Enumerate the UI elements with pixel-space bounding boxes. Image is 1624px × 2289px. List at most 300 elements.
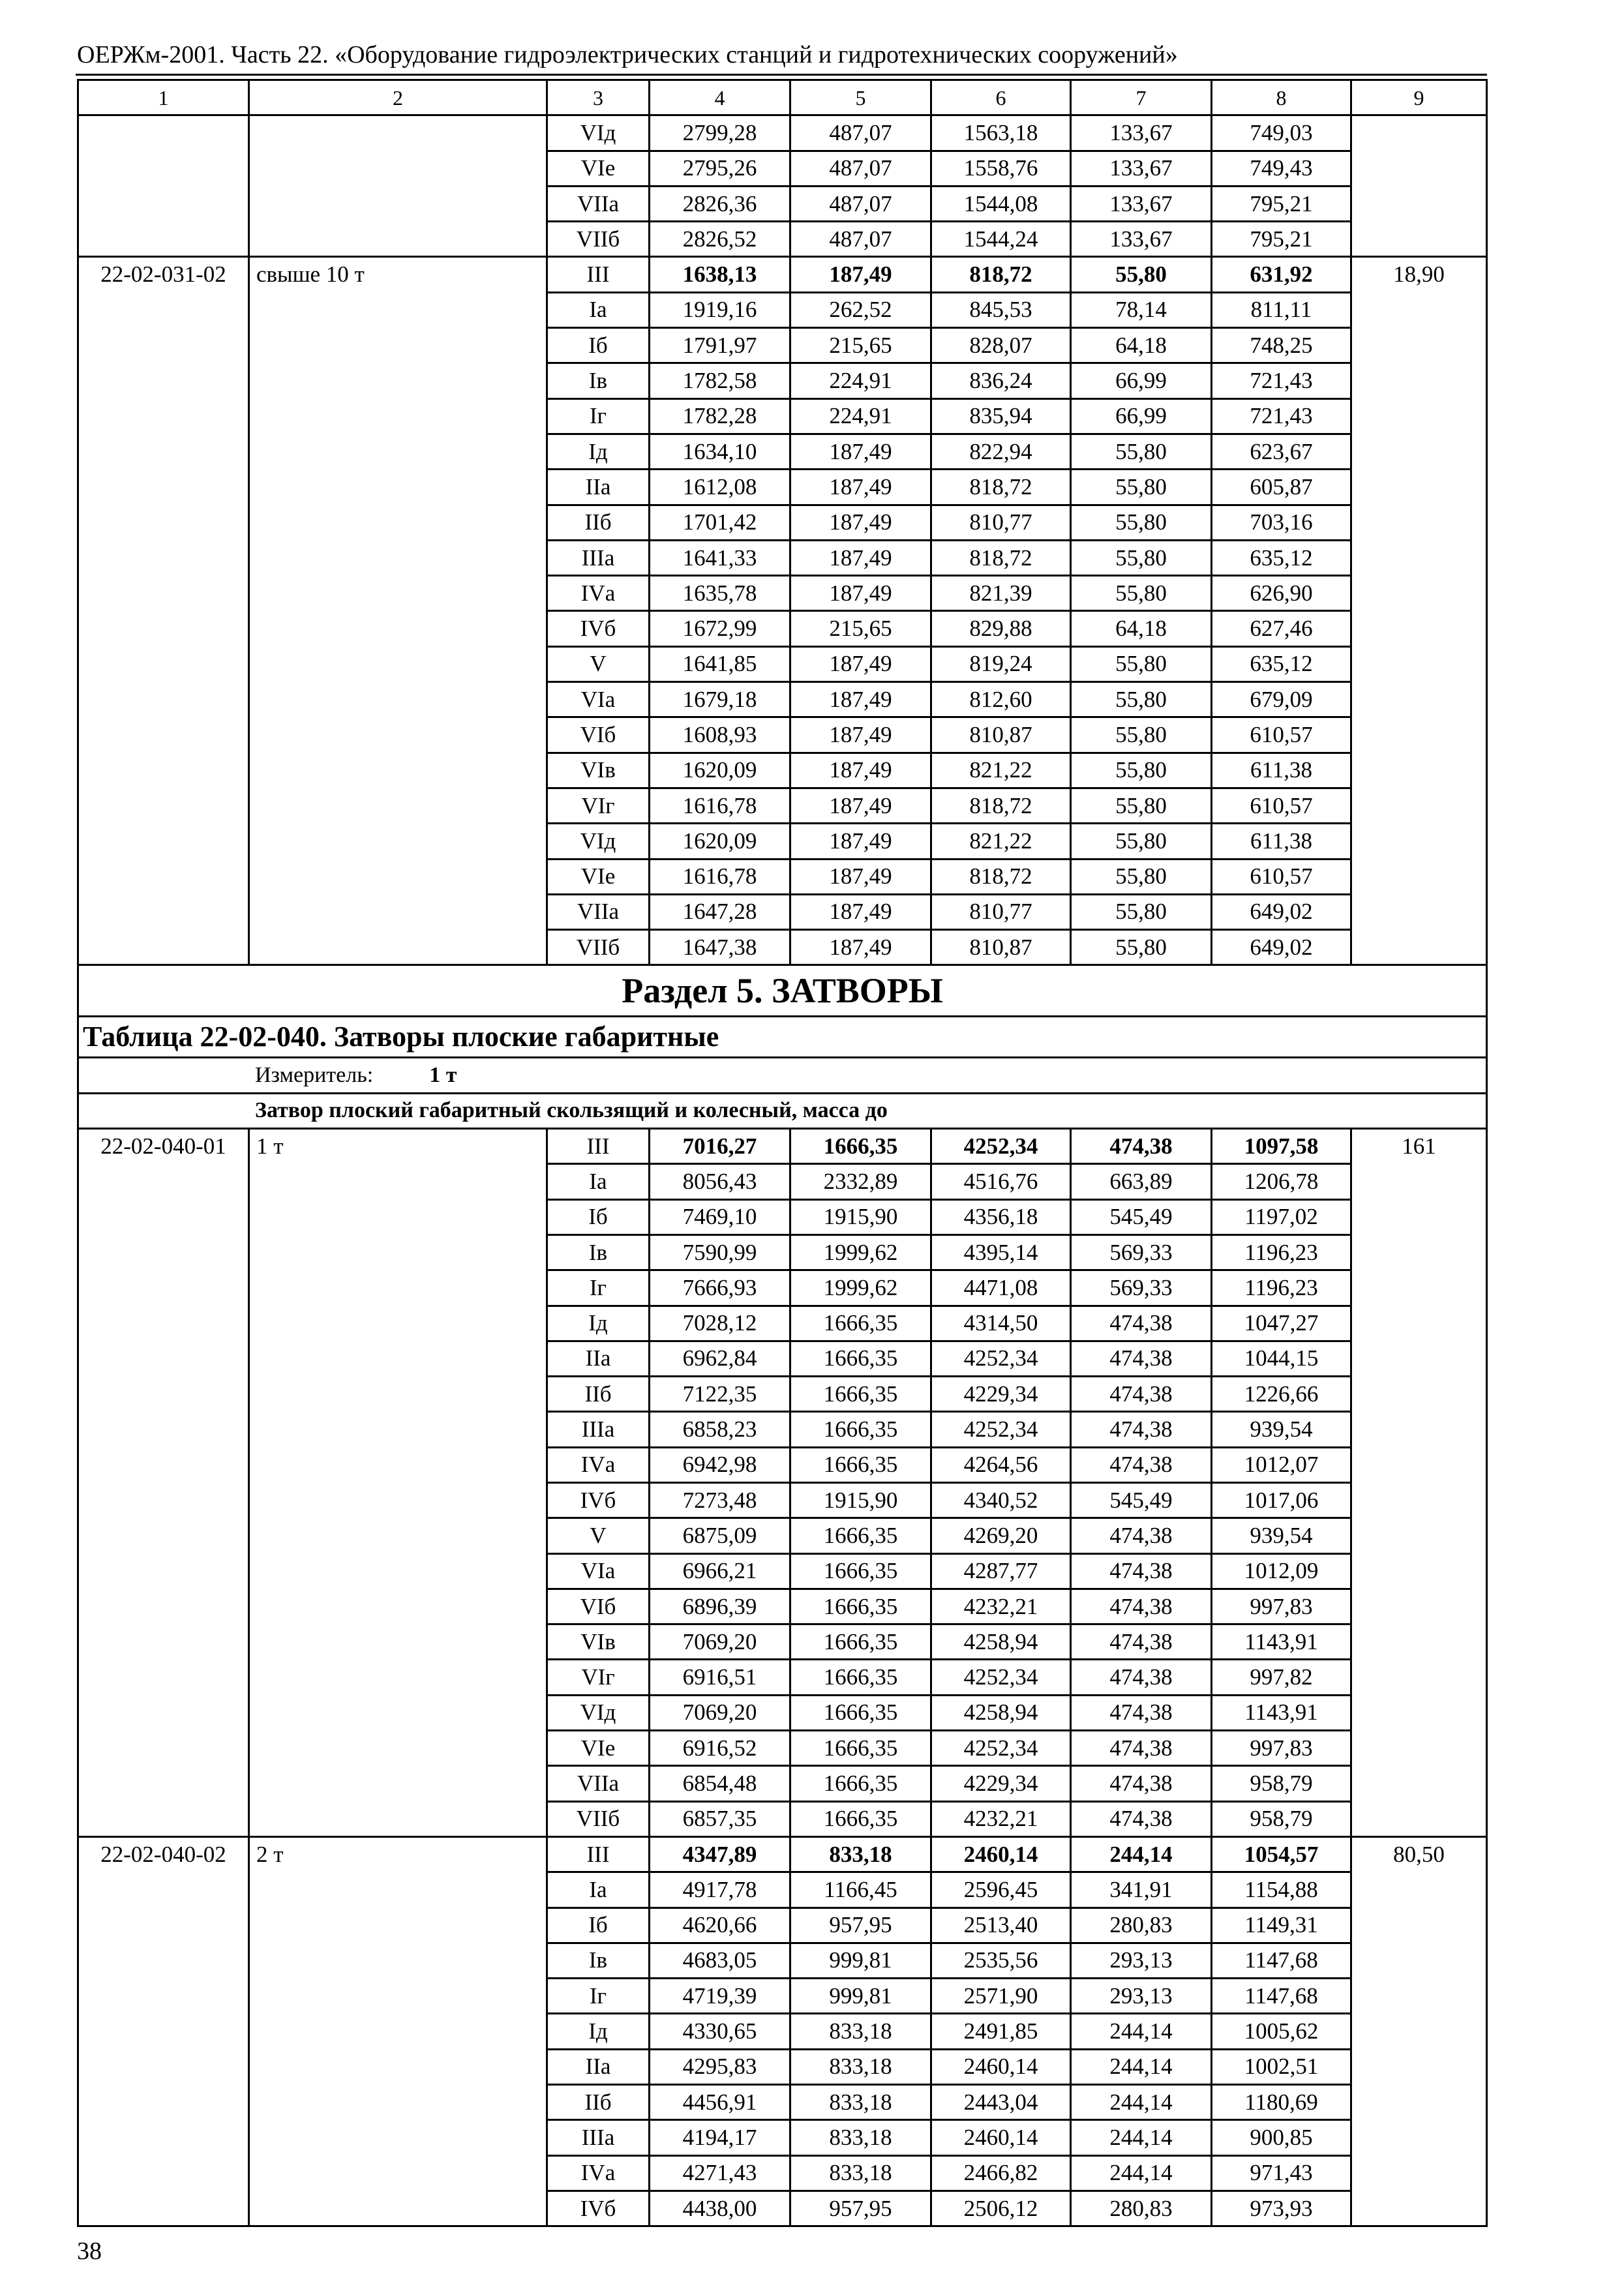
value-cell: 244,14 <box>1071 2085 1212 2120</box>
value-cell: 487,07 <box>790 186 931 221</box>
rate-cell <box>1351 2191 1487 2226</box>
value-cell: 4314,50 <box>931 1306 1071 1341</box>
value-cell: 649,02 <box>1212 930 1351 965</box>
table-row <box>78 328 1487 363</box>
value-cell: 4232,21 <box>931 1801 1071 1836</box>
resource-code <box>78 115 249 151</box>
table-row <box>78 1199 1487 1234</box>
resource-code <box>78 1270 249 1306</box>
resource-description <box>249 363 547 398</box>
value-cell: 2460,14 <box>931 2049 1071 2084</box>
value-cell: 1143,91 <box>1212 1695 1351 1730</box>
zone-cell: IIIа <box>547 540 650 575</box>
value-cell: 1012,09 <box>1212 1553 1351 1589</box>
value-cell: 4356,18 <box>931 1199 1071 1234</box>
value-cell: 2535,56 <box>931 1943 1071 1978</box>
value-cell: 749,03 <box>1212 115 1351 151</box>
value-cell: 6857,35 <box>650 1801 790 1836</box>
value-cell: 55,80 <box>1071 717 1212 753</box>
resource-description <box>249 1306 547 1341</box>
value-cell: 1180,69 <box>1212 2085 1351 2120</box>
rate-cell <box>1351 222 1487 257</box>
rate-cell <box>1351 1589 1487 1624</box>
rate-cell <box>1351 1553 1487 1589</box>
value-cell: 2826,36 <box>650 186 790 221</box>
value-cell: 1196,23 <box>1212 1234 1351 1270</box>
zone-cell: VIIб <box>547 930 650 965</box>
value-cell: 663,89 <box>1071 1164 1212 1199</box>
resource-code <box>78 434 249 469</box>
value-cell: 4252,34 <box>931 1129 1071 1164</box>
resource-code <box>78 753 249 788</box>
value-cell: 1044,15 <box>1212 1341 1351 1376</box>
resource-code <box>78 398 249 434</box>
value-cell: 1999,62 <box>790 1234 931 1270</box>
value-cell: 6966,21 <box>650 1553 790 1589</box>
value-cell: 187,49 <box>790 824 931 859</box>
resource-description <box>249 753 547 788</box>
table-row <box>78 363 1487 398</box>
value-cell: 818,72 <box>931 257 1071 292</box>
value-cell: 1666,35 <box>790 1412 931 1447</box>
value-cell: 8056,43 <box>650 1164 790 1199</box>
resource-description <box>249 824 547 859</box>
resource-code: 22-02-031-02 <box>78 257 249 292</box>
zone-cell: IVа <box>547 576 650 611</box>
value-cell: 55,80 <box>1071 682 1212 717</box>
value-cell: 1620,09 <box>650 824 790 859</box>
resource-code <box>78 2191 249 2226</box>
value-cell: 55,80 <box>1071 894 1212 929</box>
table-row <box>78 540 1487 575</box>
table-row <box>78 2120 1487 2155</box>
table-row <box>78 1234 1487 1270</box>
rate-cell <box>1351 2085 1487 2120</box>
value-cell: 900,85 <box>1212 2120 1351 2155</box>
value-cell: 1017,06 <box>1212 1482 1351 1518</box>
resource-description <box>249 2014 547 2049</box>
value-cell: 748,25 <box>1212 328 1351 363</box>
column-number: 5 <box>790 80 931 115</box>
value-cell: 187,49 <box>790 894 931 929</box>
value-cell: 78,14 <box>1071 292 1212 327</box>
value-cell: 6942,98 <box>650 1447 790 1482</box>
value-cell: 4917,78 <box>650 1872 790 1908</box>
value-cell: 818,72 <box>931 788 1071 823</box>
section-title: Раздел 5. ЗАТВОРЫ <box>78 965 1487 1017</box>
meter-cell <box>78 1058 1487 1093</box>
rate-cell <box>1351 1306 1487 1341</box>
rate-cell <box>1351 1801 1487 1836</box>
resource-code <box>78 2049 249 2084</box>
resource-code <box>78 1306 249 1341</box>
rate-cell <box>1351 398 1487 434</box>
rate-cell <box>1351 328 1487 363</box>
value-cell: 66,99 <box>1071 398 1212 434</box>
value-cell: 4683,05 <box>650 1943 790 1978</box>
value-cell: 4271,43 <box>650 2155 790 2191</box>
value-cell: 836,24 <box>931 363 1071 398</box>
resource-description <box>249 930 547 965</box>
value-cell: 4438,00 <box>650 2191 790 2226</box>
meter-row <box>78 1058 1487 1093</box>
value-cell: 4340,52 <box>931 1482 1071 1518</box>
value-cell: 833,18 <box>790 2049 931 2084</box>
zone-cell: V <box>547 1518 650 1553</box>
value-cell: 187,49 <box>790 257 931 292</box>
value-cell: 569,33 <box>1071 1234 1212 1270</box>
table-row <box>78 2014 1487 2049</box>
value-cell: 1147,68 <box>1212 1979 1351 2014</box>
resource-code <box>78 151 249 186</box>
value-cell: 810,77 <box>931 505 1071 540</box>
value-cell: 474,38 <box>1071 1306 1212 1341</box>
rate-cell <box>1351 576 1487 611</box>
resource-description <box>249 646 547 681</box>
table-title: Таблица 22-02-040. Затворы плоские габаритные <box>78 1017 1487 1058</box>
resource-code <box>78 2155 249 2191</box>
value-cell: 6858,23 <box>650 1412 790 1447</box>
zone-cell: Iг <box>547 398 650 434</box>
rate-cell: 18,90 <box>1351 257 1487 292</box>
value-cell: 1197,02 <box>1212 1199 1351 1234</box>
value-cell: 4347,89 <box>650 1836 790 1872</box>
value-cell: 818,72 <box>931 470 1071 505</box>
value-cell: 939,54 <box>1212 1518 1351 1553</box>
value-cell: 999,81 <box>790 1979 931 2014</box>
value-cell: 1149,31 <box>1212 1908 1351 1943</box>
value-cell: 819,24 <box>931 646 1071 681</box>
page-number: 38 <box>77 2237 102 2265</box>
value-cell: 810,77 <box>931 894 1071 929</box>
value-cell: 187,49 <box>790 470 931 505</box>
rate-cell <box>1351 1518 1487 1553</box>
resource-code <box>78 788 249 823</box>
value-cell: 545,49 <box>1071 1199 1212 1234</box>
value-cell: 703,16 <box>1212 505 1351 540</box>
zone-cell: VIг <box>547 1660 650 1695</box>
zone-cell: VIд <box>547 824 650 859</box>
resource-code <box>78 1412 249 1447</box>
table-row <box>78 859 1487 894</box>
zone-cell: Iа <box>547 292 650 327</box>
resource-code <box>78 1695 249 1730</box>
rate-cell <box>1351 1624 1487 1660</box>
table-row <box>78 1589 1487 1624</box>
value-cell: 4287,77 <box>931 1553 1071 1589</box>
rate-cell <box>1351 611 1487 646</box>
value-cell: 4252,34 <box>931 1660 1071 1695</box>
rate-cell <box>1351 434 1487 469</box>
resource-code <box>78 222 249 257</box>
resource-code <box>78 1341 249 1376</box>
table-row <box>78 682 1487 717</box>
resource-description <box>249 222 547 257</box>
rate-cell <box>1351 1943 1487 1978</box>
value-cell: 611,38 <box>1212 824 1351 859</box>
meter-value: 1 т <box>429 1063 457 1088</box>
resource-description <box>249 1979 547 2014</box>
rate-cell <box>1351 540 1487 575</box>
resource-code <box>78 1624 249 1660</box>
value-cell: 1666,35 <box>790 1447 931 1482</box>
resource-description <box>249 1377 547 1412</box>
resource-description <box>249 398 547 434</box>
value-cell: 1666,35 <box>790 1306 931 1341</box>
table-row <box>78 1872 1487 1908</box>
resource-description <box>249 186 547 221</box>
resource-code <box>78 611 249 646</box>
value-cell: 1544,24 <box>931 222 1071 257</box>
value-cell: 749,43 <box>1212 151 1351 186</box>
zone-cell: Iа <box>547 1872 650 1908</box>
value-cell: 133,67 <box>1071 186 1212 221</box>
value-cell: 4719,39 <box>650 1979 790 2014</box>
value-cell: 2460,14 <box>931 1836 1071 1872</box>
value-cell: 6875,09 <box>650 1518 790 1553</box>
rate-cell <box>1351 753 1487 788</box>
value-cell: 55,80 <box>1071 646 1212 681</box>
resource-code <box>78 1660 249 1695</box>
value-cell: 1012,07 <box>1212 1447 1351 1482</box>
value-cell: 1666,35 <box>790 1766 931 1801</box>
value-cell: 4395,14 <box>931 1234 1071 1270</box>
resource-description <box>249 1660 547 1695</box>
value-cell: 7590,99 <box>650 1234 790 1270</box>
resource-description <box>249 1482 547 1518</box>
value-cell: 822,94 <box>931 434 1071 469</box>
value-cell: 2513,40 <box>931 1908 1071 1943</box>
resource-code <box>78 328 249 363</box>
rate-cell <box>1351 292 1487 327</box>
resource-description <box>249 434 547 469</box>
resource-description <box>249 1766 547 1801</box>
value-cell: 474,38 <box>1071 1731 1212 1766</box>
value-cell: 2491,85 <box>931 2014 1071 2049</box>
resource-code <box>78 682 249 717</box>
resource-code <box>78 1943 249 1978</box>
value-cell: 997,82 <box>1212 1660 1351 1695</box>
zone-cell: VIе <box>547 1731 650 1766</box>
zone-cell: IVа <box>547 2155 650 2191</box>
value-cell: 7666,93 <box>650 1270 790 1306</box>
resource-description <box>249 2155 547 2191</box>
resource-description <box>249 1872 547 1908</box>
table-row <box>78 1979 1487 2014</box>
resource-description <box>249 1270 547 1306</box>
value-cell: 6916,51 <box>650 1660 790 1695</box>
table-row <box>78 1766 1487 1801</box>
zone-cell: Iб <box>547 1908 650 1943</box>
value-cell: 1919,16 <box>650 292 790 327</box>
value-cell: 957,95 <box>790 2191 931 2226</box>
zone-cell: IVб <box>547 1482 650 1518</box>
resource-description: свыше 10 т <box>249 257 547 292</box>
table-row <box>78 2155 1487 2191</box>
resource-code: 22-02-040-02 <box>78 1836 249 1872</box>
zone-cell: VIIа <box>547 1766 650 1801</box>
zone-cell: IIб <box>547 2085 650 2120</box>
value-cell: 55,80 <box>1071 930 1212 965</box>
value-cell: 635,12 <box>1212 540 1351 575</box>
value-cell: 4252,34 <box>931 1341 1071 1376</box>
value-cell: 4194,17 <box>650 2120 790 2155</box>
table-body-before <box>78 80 1487 965</box>
value-cell: 6962,84 <box>650 1341 790 1376</box>
resource-code <box>78 1199 249 1234</box>
rate-cell <box>1351 363 1487 398</box>
rate-cell <box>1351 1482 1487 1518</box>
value-cell: 623,67 <box>1212 434 1351 469</box>
resource-code <box>78 186 249 221</box>
value-cell: 1634,10 <box>650 434 790 469</box>
value-cell: 631,92 <box>1212 257 1351 292</box>
rate-cell <box>1351 1979 1487 2014</box>
value-cell: 1782,28 <box>650 398 790 434</box>
value-cell: 1206,78 <box>1212 1164 1351 1199</box>
table-row <box>78 1943 1487 1978</box>
value-cell: 1620,09 <box>650 753 790 788</box>
zone-cell: Iв <box>547 1943 650 1978</box>
value-cell: 55,80 <box>1071 859 1212 894</box>
value-cell: 2466,82 <box>931 2155 1071 2191</box>
zone-cell: IVб <box>547 611 650 646</box>
value-cell: 2799,28 <box>650 115 790 151</box>
table-row <box>78 2049 1487 2084</box>
value-cell: 7122,35 <box>650 1377 790 1412</box>
value-cell: 821,39 <box>931 576 1071 611</box>
value-cell: 1143,91 <box>1212 1624 1351 1660</box>
zone-cell: VIе <box>547 151 650 186</box>
value-cell: 1666,35 <box>790 1589 931 1624</box>
subtitle-row <box>78 1093 1487 1128</box>
zone-cell: Iг <box>547 1979 650 2014</box>
value-cell: 4229,34 <box>931 1377 1071 1412</box>
value-cell: 1608,93 <box>650 717 790 753</box>
resource-code <box>78 1447 249 1482</box>
value-cell: 7016,27 <box>650 1129 790 1164</box>
resource-description <box>249 1164 547 1199</box>
header-rule <box>76 74 1487 76</box>
value-cell: 1638,13 <box>650 257 790 292</box>
value-cell: 4516,76 <box>931 1164 1071 1199</box>
value-cell: 2571,90 <box>931 1979 1071 2014</box>
resource-description <box>249 2049 547 2084</box>
table-row <box>78 1518 1487 1553</box>
table-row <box>78 1836 1487 1872</box>
zone-cell: IIа <box>547 2049 650 2084</box>
resource-description <box>249 470 547 505</box>
resource-code <box>78 2120 249 2155</box>
value-cell: 55,80 <box>1071 505 1212 540</box>
resource-description <box>249 717 547 753</box>
rate-cell <box>1351 1412 1487 1447</box>
value-cell: 55,80 <box>1071 753 1212 788</box>
table-row <box>78 1908 1487 1943</box>
value-cell: 187,49 <box>790 434 931 469</box>
resource-code <box>78 2085 249 2120</box>
value-cell: 605,87 <box>1212 470 1351 505</box>
value-cell: 187,49 <box>790 859 931 894</box>
value-cell: 215,65 <box>790 328 931 363</box>
value-cell: 64,18 <box>1071 611 1212 646</box>
zone-cell: Iв <box>547 363 650 398</box>
zone-cell: Iб <box>547 1199 650 1234</box>
rate-cell <box>1351 717 1487 753</box>
value-cell: 1616,78 <box>650 859 790 894</box>
table-row <box>78 894 1487 929</box>
resource-description <box>249 151 547 186</box>
zone-cell: IIIа <box>547 1412 650 1447</box>
table-row <box>78 1164 1487 1199</box>
value-cell: 187,49 <box>790 930 931 965</box>
value-cell: 1641,85 <box>650 646 790 681</box>
resource-code <box>78 1518 249 1553</box>
value-cell: 474,38 <box>1071 1518 1212 1553</box>
value-cell: 244,14 <box>1071 1836 1212 1872</box>
zone-cell: VIIа <box>547 894 650 929</box>
value-cell: 1666,35 <box>790 1553 931 1589</box>
rate-cell <box>1351 470 1487 505</box>
rate-cell <box>1351 1872 1487 1908</box>
value-cell: 187,49 <box>790 505 931 540</box>
resource-description <box>249 1589 547 1624</box>
value-cell: 721,43 <box>1212 398 1351 434</box>
resource-code <box>78 930 249 965</box>
zone-cell: V <box>547 646 650 681</box>
zone-cell: VIв <box>547 1624 650 1660</box>
zone-cell: Iд <box>547 434 650 469</box>
zone-cell: Iд <box>547 2014 650 2049</box>
zone-cell: III <box>547 1836 650 1872</box>
value-cell: 812,60 <box>931 682 1071 717</box>
value-cell: 4252,34 <box>931 1731 1071 1766</box>
value-cell: 293,13 <box>1071 1979 1212 2014</box>
table-row <box>78 1695 1487 1730</box>
zone-cell: VIа <box>547 1553 650 1589</box>
value-cell: 187,49 <box>790 788 931 823</box>
resource-code <box>78 717 249 753</box>
column-number: 9 <box>1351 80 1487 115</box>
value-cell: 810,87 <box>931 930 1071 965</box>
rate-cell <box>1351 1199 1487 1234</box>
column-number: 2 <box>249 80 547 115</box>
value-cell: 999,81 <box>790 1943 931 1978</box>
table-row <box>78 717 1487 753</box>
resource-code <box>78 363 249 398</box>
resource-code <box>78 1164 249 1199</box>
table-row <box>78 1731 1487 1766</box>
value-cell: 1666,35 <box>790 1341 931 1376</box>
value-cell: 1054,57 <box>1212 1836 1351 1872</box>
value-cell: 7069,20 <box>650 1624 790 1660</box>
value-cell: 810,87 <box>931 717 1071 753</box>
rate-cell <box>1351 1908 1487 1943</box>
value-cell: 2460,14 <box>931 2120 1071 2155</box>
rate-cell <box>1351 1377 1487 1412</box>
value-cell: 474,38 <box>1071 1624 1212 1660</box>
table-row <box>78 788 1487 823</box>
table-row <box>78 1553 1487 1589</box>
value-cell: 487,07 <box>790 115 931 151</box>
resource-code <box>78 1731 249 1766</box>
zone-cell: VIIб <box>547 222 650 257</box>
value-cell: 4620,66 <box>650 1908 790 1943</box>
value-cell: 474,38 <box>1071 1412 1212 1447</box>
resource-description <box>249 1447 547 1482</box>
value-cell: 4295,83 <box>650 2049 790 2084</box>
resource-code <box>78 646 249 681</box>
